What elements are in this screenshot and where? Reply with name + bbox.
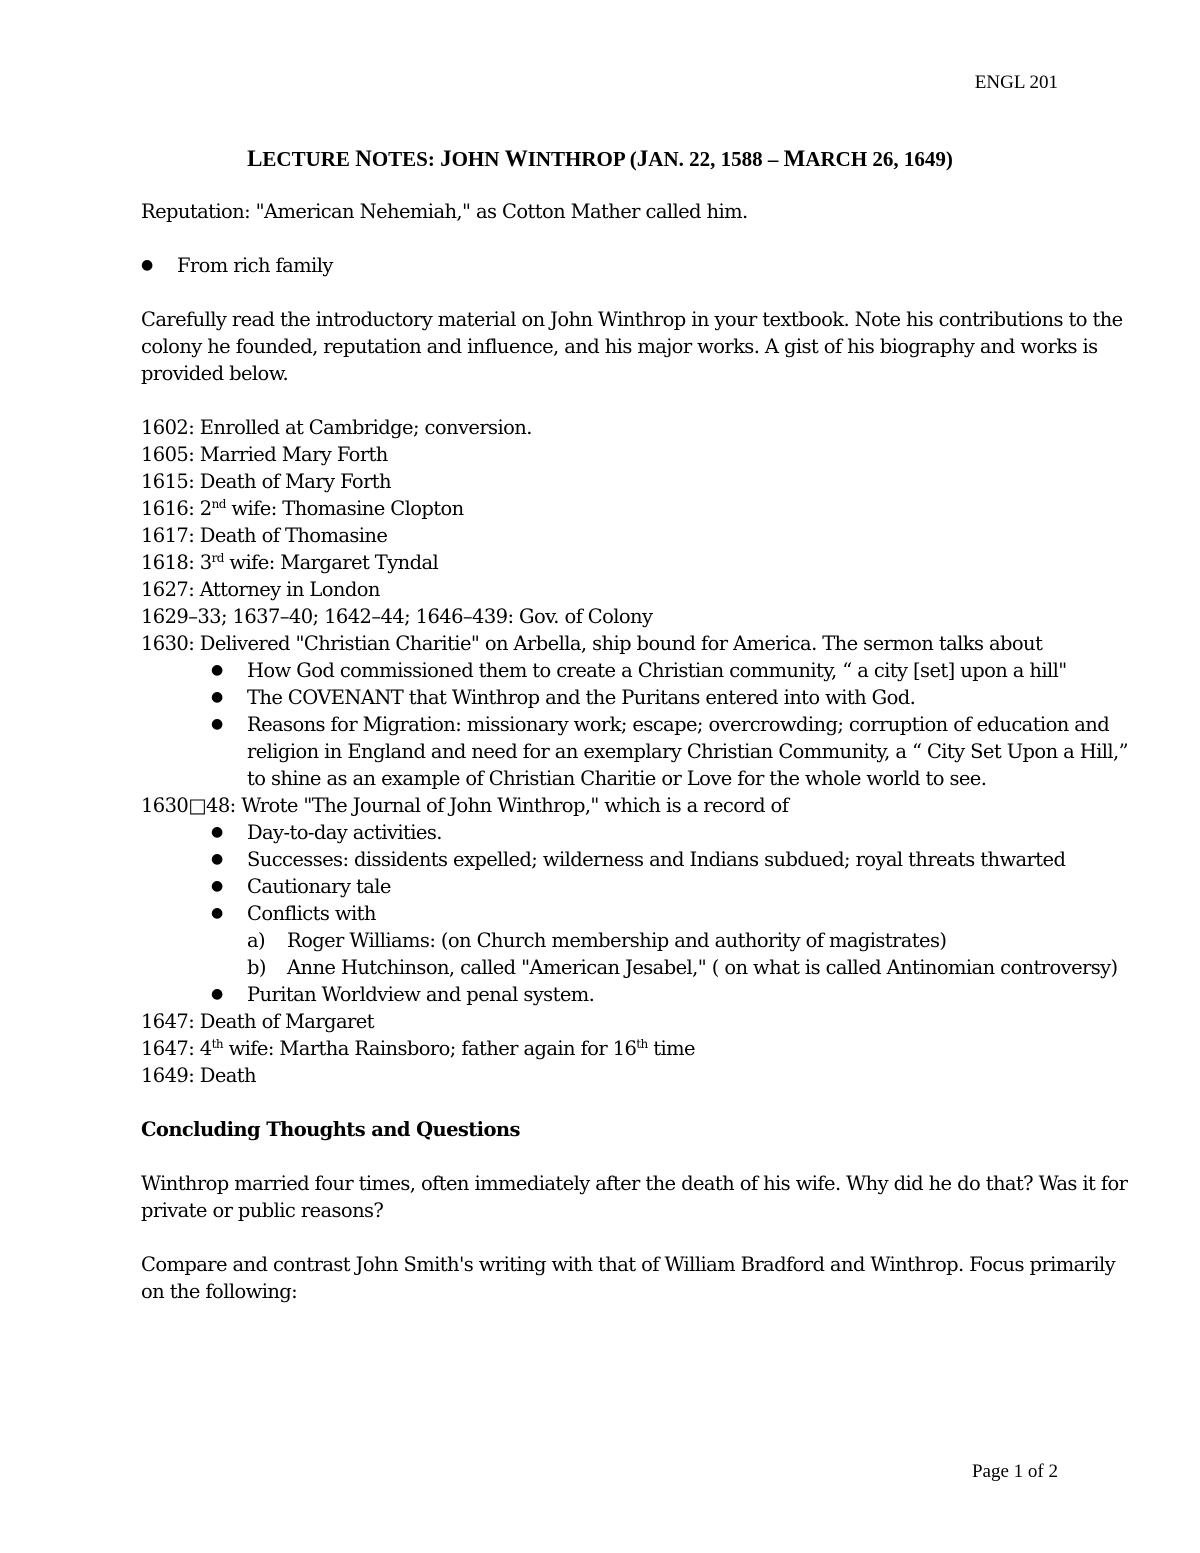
list-item — [141, 819, 1131, 846]
title-text: AN. 22, 1588 – — [648, 147, 784, 171]
timeline-entry: 1647: 4th wife: Martha Rainsboro; father again for 16th time — [141, 1037, 695, 1060]
document-body — [141, 198, 1131, 1305]
title-text: ECTURE — [262, 147, 356, 171]
page-title — [0, 146, 1200, 172]
list-item-text: Successes: dissidents expelled; wilderness and Indians subdued; royal threats thwarted — [247, 848, 1066, 871]
question-paragraph: Compare and contrast John Smith's writing with that of William Bradford and Winthrop. Focus primarily on the following: — [141, 1253, 1116, 1303]
bullet-icon: ● — [211, 851, 223, 867]
list-item — [141, 873, 1131, 900]
timeline-entry: 1618: 3rd wife: Margaret Tyndal — [141, 551, 439, 574]
list-item-text: Reasons for Migration: missionary work; escape; overcrowding; corruption of education and religion in England and need for an exemplary Christian Community, a “ City Set Upon a Hill,” to shine as an example of Christian Charitie or Love for the whole world to see. — [247, 713, 1129, 790]
timeline-entry: 1602: Enrolled at Cambridge; conversion. — [141, 416, 532, 439]
title-cap: J — [636, 146, 649, 171]
list-item — [141, 981, 1131, 1008]
conflict-item — [141, 954, 1131, 981]
title-cap: M — [783, 146, 806, 171]
list-item — [141, 846, 1131, 873]
list-item-text: From rich family — [177, 254, 333, 277]
bullet-icon: ● — [211, 986, 223, 1002]
timeline-entry: 1630: Delivered "Christian Charitie" on Arbella, ship bound for America. The sermon talks about — [141, 632, 1043, 655]
bullet-icon: ● — [211, 689, 223, 705]
bullet-icon: ● — [141, 257, 153, 273]
list-item — [141, 684, 1131, 711]
title-text: INTHROP ( — [527, 147, 637, 171]
bullet-icon: ● — [211, 716, 223, 732]
title-cap: L — [247, 146, 263, 171]
conflict-item — [141, 927, 1131, 954]
list-item-text: Day-to-day activities. — [247, 821, 442, 844]
list-marker: b) — [247, 956, 266, 979]
list-item — [141, 252, 1131, 279]
timeline-entry: 1627: Attorney in London — [141, 578, 380, 601]
list-item — [141, 657, 1131, 684]
title-text: ARCH 26, 1649) — [805, 147, 953, 171]
bullet-icon: ● — [211, 824, 223, 840]
timeline-entry: 1616: 2nd wife: Thomasine Clopton — [141, 497, 464, 520]
title-cap: W — [504, 146, 528, 171]
intro-paragraph: Carefully read the introductory material on John Winthrop in your textbook. Note his contributions to the colony he founded, reputation and influence, and his major works. A gist of his biography and works is provided below. — [141, 308, 1123, 385]
list-item-text: Conflicts with — [247, 902, 376, 925]
timeline-entry: 1615: Death of Mary Forth — [141, 470, 391, 493]
list-item-text: Puritan Worldview and penal system. — [247, 983, 595, 1006]
list-item — [141, 900, 1131, 927]
title-cap: N — [355, 146, 372, 171]
list-item-text: Anne Hutchinson, called "American Jesabel," ( on what is called Antinomian controversy) — [287, 956, 1118, 979]
timeline-entry: 1629–33; 1637–40; 1642–44; 1646–439: Gov. of Colony — [141, 605, 653, 628]
course-header: ENGL 201 — [974, 72, 1058, 93]
bullet-icon: ● — [211, 878, 223, 894]
timeline-entry: 1605: Married Mary Forth — [141, 443, 388, 466]
timeline-entry: 1649: Death — [141, 1064, 256, 1087]
title-text: OHN — [451, 147, 505, 171]
timeline-entry: 1617: Death of Thomasine — [141, 524, 388, 547]
list-item-text: Cautionary tale — [247, 875, 391, 898]
title-cap: J — [440, 146, 452, 171]
list-item-text: The COVENANT that Winthrop and the Puritans entered into with God. — [247, 686, 916, 709]
list-item-text: Roger Williams: (on Church membership and authority of magistrates) — [287, 929, 947, 952]
title-text: OTES: — [371, 147, 441, 171]
page-number: Page 1 of 2 — [971, 1461, 1058, 1482]
timeline-entry: 1630□48: Wrote "The Journal of John Winthrop," which is a record of — [141, 794, 789, 817]
bullet-icon: ● — [211, 662, 223, 678]
list-item-text: How God commissioned them to create a Christian community, “ a city [set] upon a hill" — [247, 659, 1067, 682]
list-item — [141, 711, 1131, 792]
reputation-line: Reputation: "American Nehemiah," as Cotton Mather called him. — [141, 200, 748, 223]
timeline-entry: 1647: Death of Margaret — [141, 1010, 374, 1033]
section-heading: Concluding Thoughts and Questions — [141, 1118, 520, 1141]
list-marker: a) — [247, 929, 266, 952]
bullet-icon: ● — [211, 905, 223, 921]
question-paragraph: Winthrop married four times, often immediately after the death of his wife. Why did he do that? Was it for private or public reasons? — [141, 1172, 1128, 1222]
